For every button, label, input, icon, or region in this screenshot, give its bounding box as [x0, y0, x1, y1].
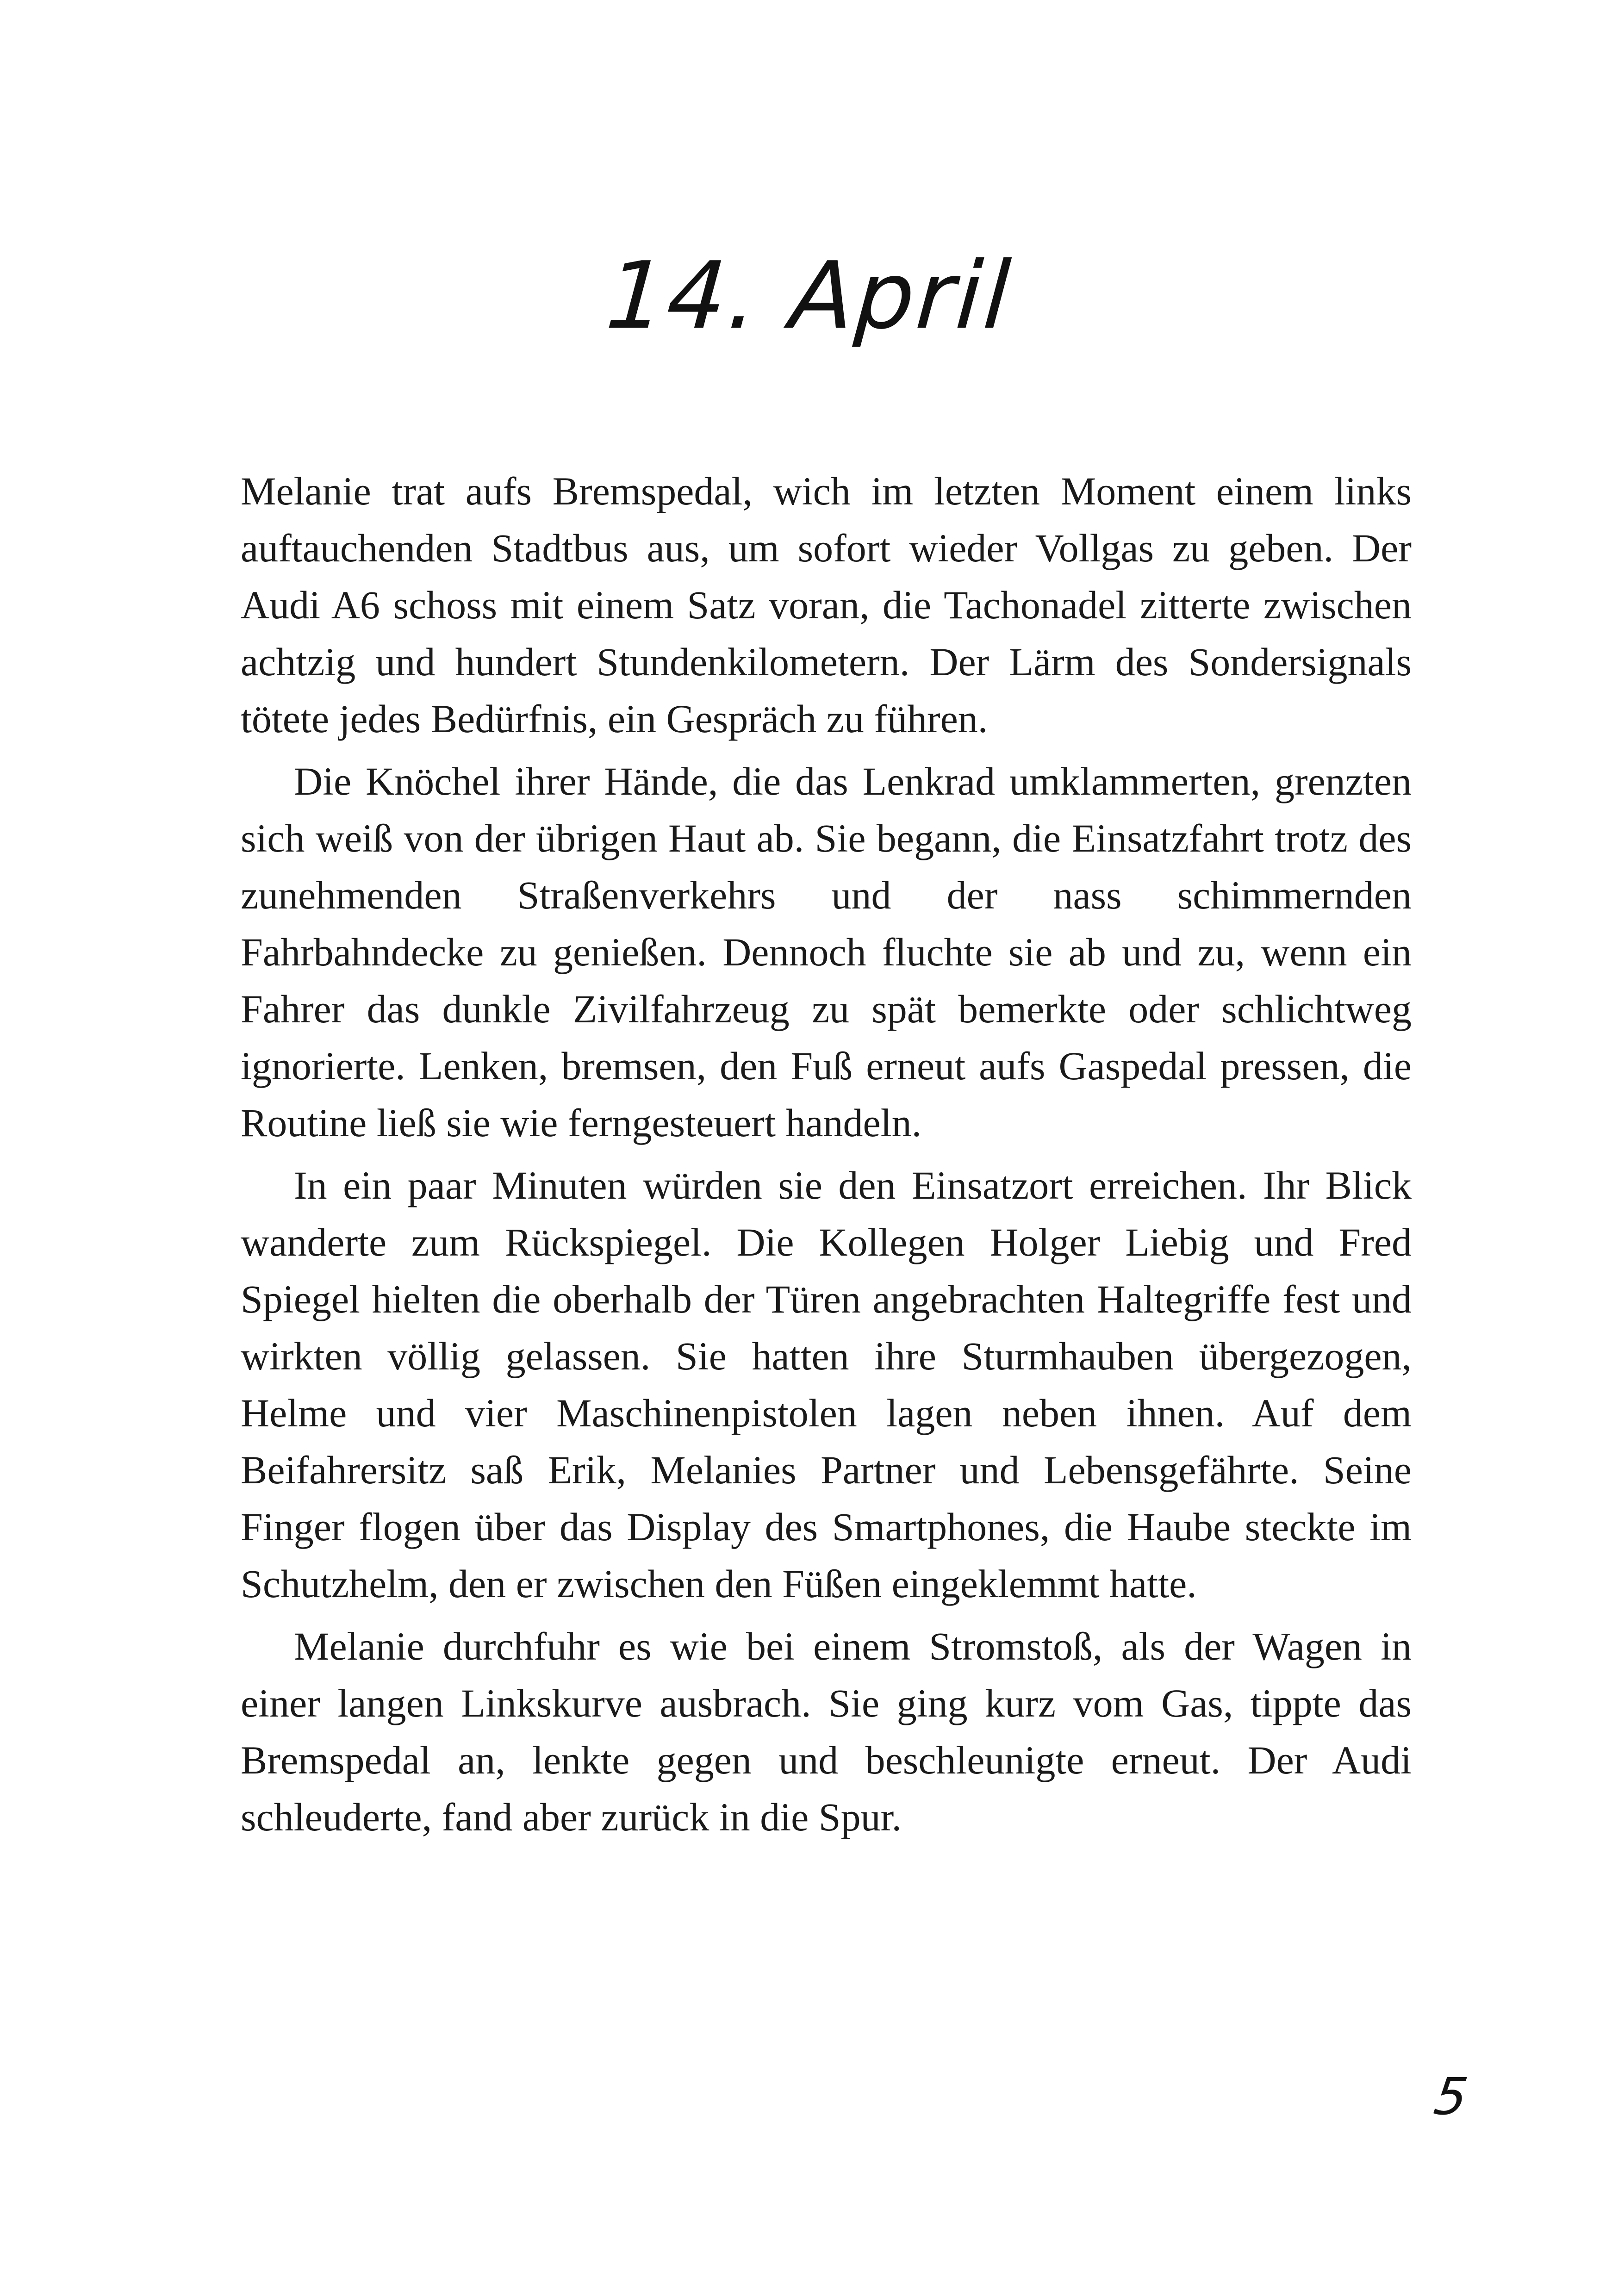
page-number-text: 5 [1431, 2067, 1471, 2126]
paragraph: In ein paar Minuten würden sie den Einsatzort erreichen. Ihr Blick wanderte zum Rückspiegel. Die Kollegen Holger Liebig und Fred Spiegel hielten die oberhalb der Türen angebrachten Haltegriffe fest und wirkten völlig gelassen. Sie hatten ihre Sturmhauben übergezogen, Helme und vier Maschinenpistolen lagen neben ihnen. Auf dem Beifahrersitz saß Erik, Melanies Partner und Lebensgefährte. Seine Finger flogen über das Display des Smartphones, die Haube steckte im Schutzhelm, den er zwischen den Füßen eingeklemmt hatte. [241, 1163, 1412, 1606]
body-text [241, 463, 1412, 1846]
paragraph: Die Knöchel ihrer Hände, die das Lenkrad umklammerten, grenzten sich weiß von der übrigen Haut ab. Sie begann, die Einsatzfahrt trotz des zunehmenden Straßenverkehrs und der nass schimmernden Fahrbahndecke zu genießen. Dennoch fluchte sie ab und zu, wenn ein Fahrer das dunkle Zivilfahrzeug zu spät bemerkte oder schlichtweg ignorierte. Lenken, bremsen, den Fuß erneut aufs Gaspedal pressen, die Routine ließ sie wie ferngesteuert handeln. [241, 759, 1412, 1145]
paragraph: Melanie trat aufs Bremspedal, wich im letzten Moment einem links auftauchenden Stadtbus aus, um sofort wieder Vollgas zu geben. Der Audi A6 schoss mit einem Satz voran, die Tachonadel zitterte zwischen achtzig und hundert Stundenkilometern. Der Lärm des Sondersignals tötete jedes Bedürfnis, ein Gespräch zu führen. [241, 469, 1412, 741]
page-number [1431, 2067, 1500, 2126]
paragraph: Melanie durchfuhr es wie bei einem Stromstoß, als der Wagen in einer langen Linkskurve ausbrach. Sie ging kurz vom Gas, tippte das Bremspedal an, lenkte gegen und beschleunigte erneut. Der Audi schleuderte, fand aber zurück in die Spur. [241, 1624, 1412, 1839]
page-title: 14. April [603, 242, 1015, 350]
